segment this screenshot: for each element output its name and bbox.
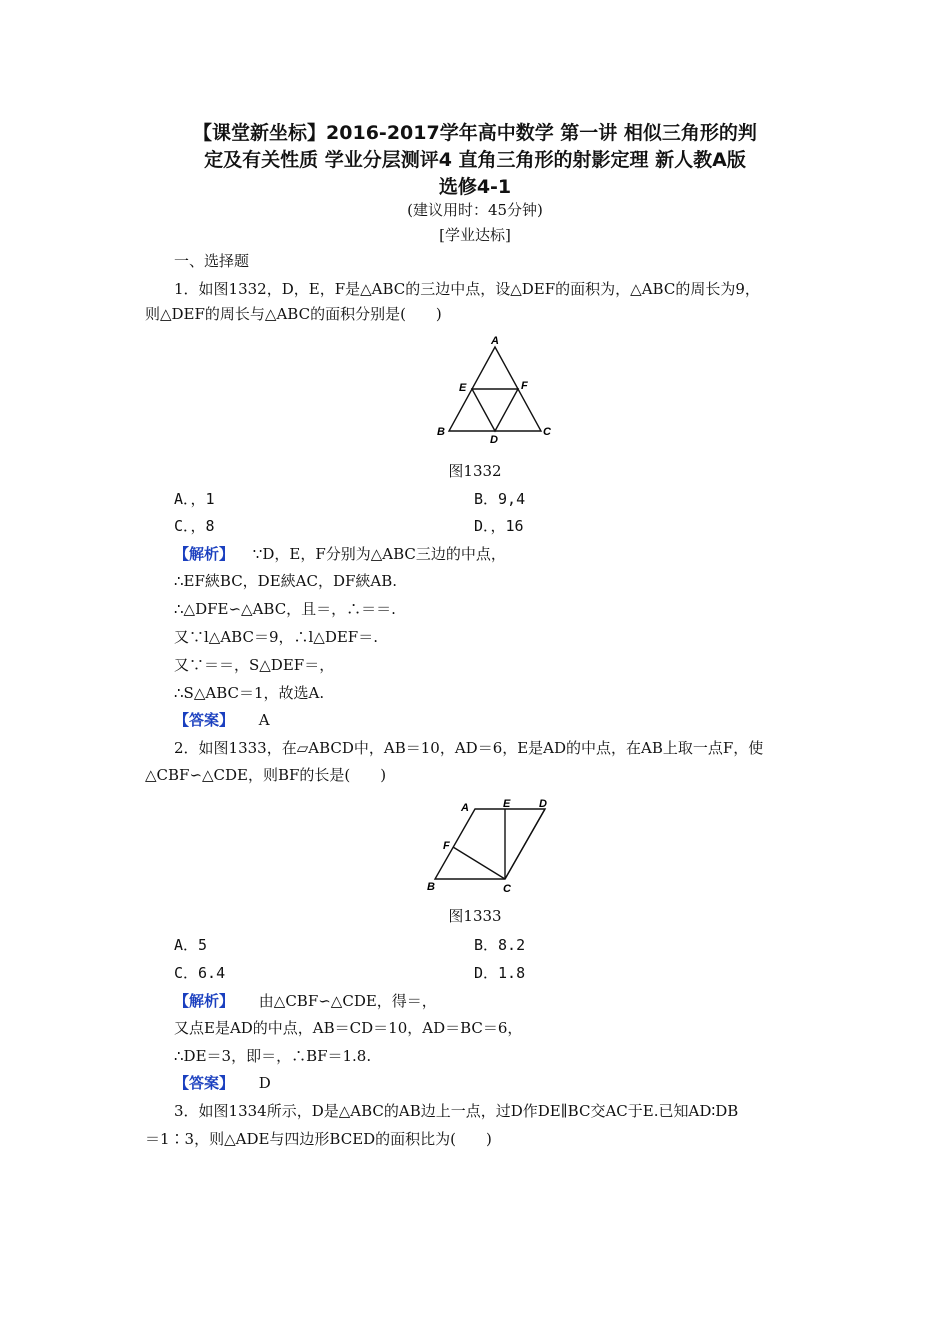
figure-1332 — [425, 335, 565, 450]
q1-answer-line — [174, 710, 270, 730]
figure-1333 — [420, 795, 560, 895]
section-tag: [学业达标] — [439, 226, 511, 244]
fig1-label-d: D — [490, 434, 498, 446]
q1-stem-line-1: 1．如图1332，D，E，F是△ABC的三边中点，设△DEF的面积为，△ABC的周长为9， — [174, 280, 760, 298]
q2-answer-line — [174, 1073, 271, 1093]
q1-analysis-line-5: 又∵＝＝，S△DEF＝， — [174, 656, 335, 674]
triangle-def — [472, 389, 518, 431]
fig2-label-e: E — [503, 798, 511, 810]
fig1-label-a: A — [491, 335, 499, 347]
q2-stem-line-1: 2．如图1333，在▱ABCD中，AB＝10，AD＝6，E是AD的中点，在AB上取一点F，使 — [174, 739, 764, 757]
q1-figure-caption: 图1332 — [448, 462, 502, 480]
q2-option-d: D．1.8 — [474, 964, 526, 982]
fig1-label-c: C — [543, 426, 551, 438]
q1-analysis-text-1: ∵D，E，F分别为△ABC三边的中点， — [252, 545, 506, 563]
document-title — [140, 120, 810, 201]
section-heading: 一、选择题 — [174, 252, 250, 270]
fig2-label-c: C — [503, 883, 511, 895]
q2-option-b: B．8.2 — [474, 936, 526, 954]
q1-option-c: C．，8 — [174, 517, 215, 535]
fig2-label-a: A — [461, 802, 469, 814]
q2-analysis-text-1: 由△CBF∽△CDE，得＝， — [258, 992, 437, 1010]
q2-option-c: C．6.4 — [174, 964, 226, 982]
fig2-label-d: D — [539, 798, 547, 810]
title-line-3: 选修4-1 — [438, 176, 512, 198]
q1-analysis-line-4: 又∵l△ABC＝9，∴l△DEF＝. — [174, 628, 378, 646]
q1-analysis-line-1 — [174, 544, 506, 564]
q1-option-a: A．，1 — [174, 490, 215, 508]
fig1-label-f: F — [521, 380, 528, 392]
q1-option-d: D．，16 — [474, 517, 524, 535]
title-line-2: 定及有关性质 学业分层测评4 直角三角形的射影定理 新人教A版 — [204, 149, 746, 171]
fig2-label-b: B — [427, 881, 435, 893]
q1-analysis-line-6: ∴S△ABC＝1，故选A. — [174, 684, 325, 702]
parallelogram-abcd — [435, 809, 545, 879]
q3-stem-line-2: ＝1∶3，则△ADE与四边形BCED的面积比为( ) — [145, 1130, 492, 1148]
q2-analysis-line-1 — [174, 991, 437, 1011]
segment-dc — [505, 809, 545, 879]
q1-analysis-line-3: ∴△DFE∽△ABC，且＝，∴＝＝. — [174, 600, 396, 618]
q2-figure-caption: 图1333 — [448, 907, 502, 925]
time-note: (建议用时：45分钟) — [407, 201, 543, 219]
title-line-1: 【课堂新坐标】2016-2017学年高中数学 第一讲 相似三角形的判 — [193, 122, 757, 144]
q1-answer-tag: 【答案】 — [174, 711, 235, 729]
q1-option-b: B．9,4 — [474, 490, 526, 508]
q1-analysis-tag: 【解析】 — [174, 545, 235, 563]
q2-answer: D — [258, 1074, 271, 1092]
q2-analysis-line-3: ∴DE＝3，即＝，∴BF＝1.8. — [174, 1047, 372, 1065]
q1-answer: A — [258, 711, 270, 729]
q3-stem-line-1: 3．如图1334所示，D是△ABC的AB边上一点，过D作DE∥BC交AC于E.已知AD∶DB — [174, 1102, 739, 1120]
q1-stem-line-2: 则△DEF的周长与△ABC的面积分别是( ) — [145, 305, 442, 323]
segment-fc — [453, 847, 505, 879]
q2-analysis-tag: 【解析】 — [174, 992, 235, 1010]
fig1-label-b: B — [437, 426, 445, 438]
q2-answer-tag: 【答案】 — [174, 1074, 235, 1092]
fig1-label-e: E — [459, 382, 467, 394]
q2-analysis-line-2: 又点E是AD的中点，AB＝CD＝10，AD＝BC＝6， — [174, 1019, 523, 1037]
q1-analysis-line-2: ∴EF綊BC，DE綊AC，DF綊AB. — [174, 572, 398, 590]
q2-stem-line-2: △CBF∽△CDE，则BF的长是( ) — [145, 766, 387, 784]
q2-option-a: A．5 — [174, 936, 208, 954]
fig2-label-f: F — [443, 840, 450, 852]
